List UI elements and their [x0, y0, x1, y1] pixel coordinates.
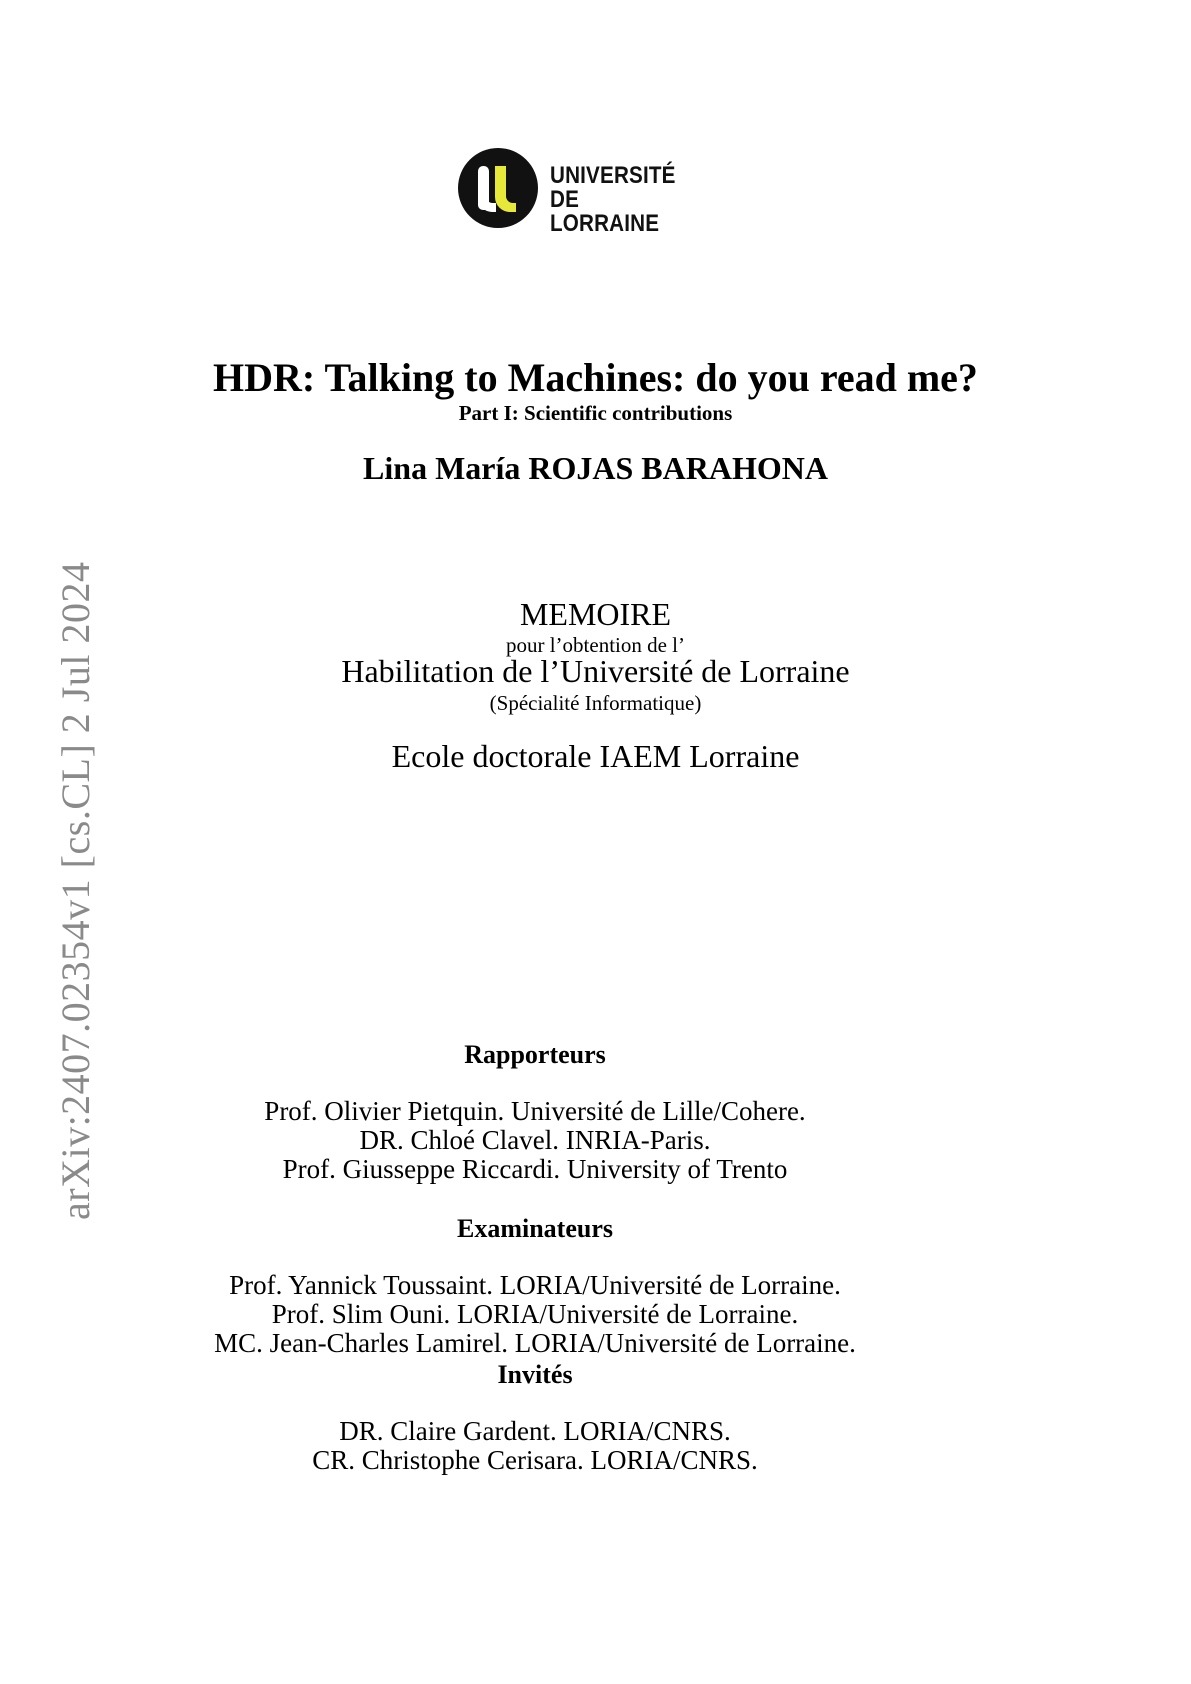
- logo-text: [550, 164, 677, 236]
- document-subtitle: Part I: Scientific contributions: [458, 401, 733, 425]
- rapporteur-item: Prof. Giusseppe Riccardi. University of Trento: [282, 1154, 788, 1184]
- pour-label: pour l’obtention de l’: [505, 633, 686, 657]
- rapporteur-item: Prof. Olivier Pietquin. Université de Lille/Cohere.: [264, 1096, 806, 1126]
- university-logo: [458, 148, 698, 237]
- rapporteur-item: DR. Chloé Clavel. INRIA-Paris.: [359, 1125, 711, 1155]
- specialite-label: (Spécialité Informatique): [489, 691, 702, 715]
- invite-item: DR. Claire Gardent. LORIA/CNRS.: [339, 1416, 731, 1446]
- habilitation-label: Habilitation de l’Université de Lorraine: [341, 653, 850, 689]
- ecole-doctorale: Ecole doctorale IAEM Lorraine: [391, 738, 800, 774]
- logo-text-line2: DE LORRAINE: [550, 186, 660, 237]
- arxiv-identifier: arXiv:2407.02354v1 [cs.CL] 2 Jul 2024: [53, 561, 98, 1220]
- examinateur-item: Prof. Slim Ouni. LORIA/Université de Lorraine.: [271, 1299, 799, 1329]
- invites-heading: Invités: [497, 1360, 573, 1389]
- invites-list: [0, 1417, 1070, 1475]
- ul-letters-icon: [458, 148, 538, 228]
- ul-logo-mark: [458, 148, 538, 228]
- memoire-label: MEMOIRE: [519, 596, 672, 632]
- logo-text-line1: UNIVERSITÉ: [550, 162, 676, 189]
- examinateurs-list: [0, 1271, 1070, 1358]
- examinateur-item: Prof. Yannick Toussaint. LORIA/Université de Lorraine.: [229, 1270, 841, 1300]
- examinateur-item: MC. Jean-Charles Lamirel. LORIA/Université de Lorraine.: [214, 1328, 856, 1358]
- rapporteurs-list: [0, 1097, 1070, 1184]
- examinateurs-heading: Examinateurs: [457, 1214, 613, 1243]
- rapporteurs-heading: Rapporteurs: [464, 1040, 606, 1069]
- document-title: HDR: Talking to Machines: do you read me?: [213, 355, 978, 400]
- author-name: Lina María ROJAS BARAHONA: [363, 450, 828, 486]
- invite-item: CR. Christophe Cerisara. LORIA/CNRS.: [312, 1445, 758, 1475]
